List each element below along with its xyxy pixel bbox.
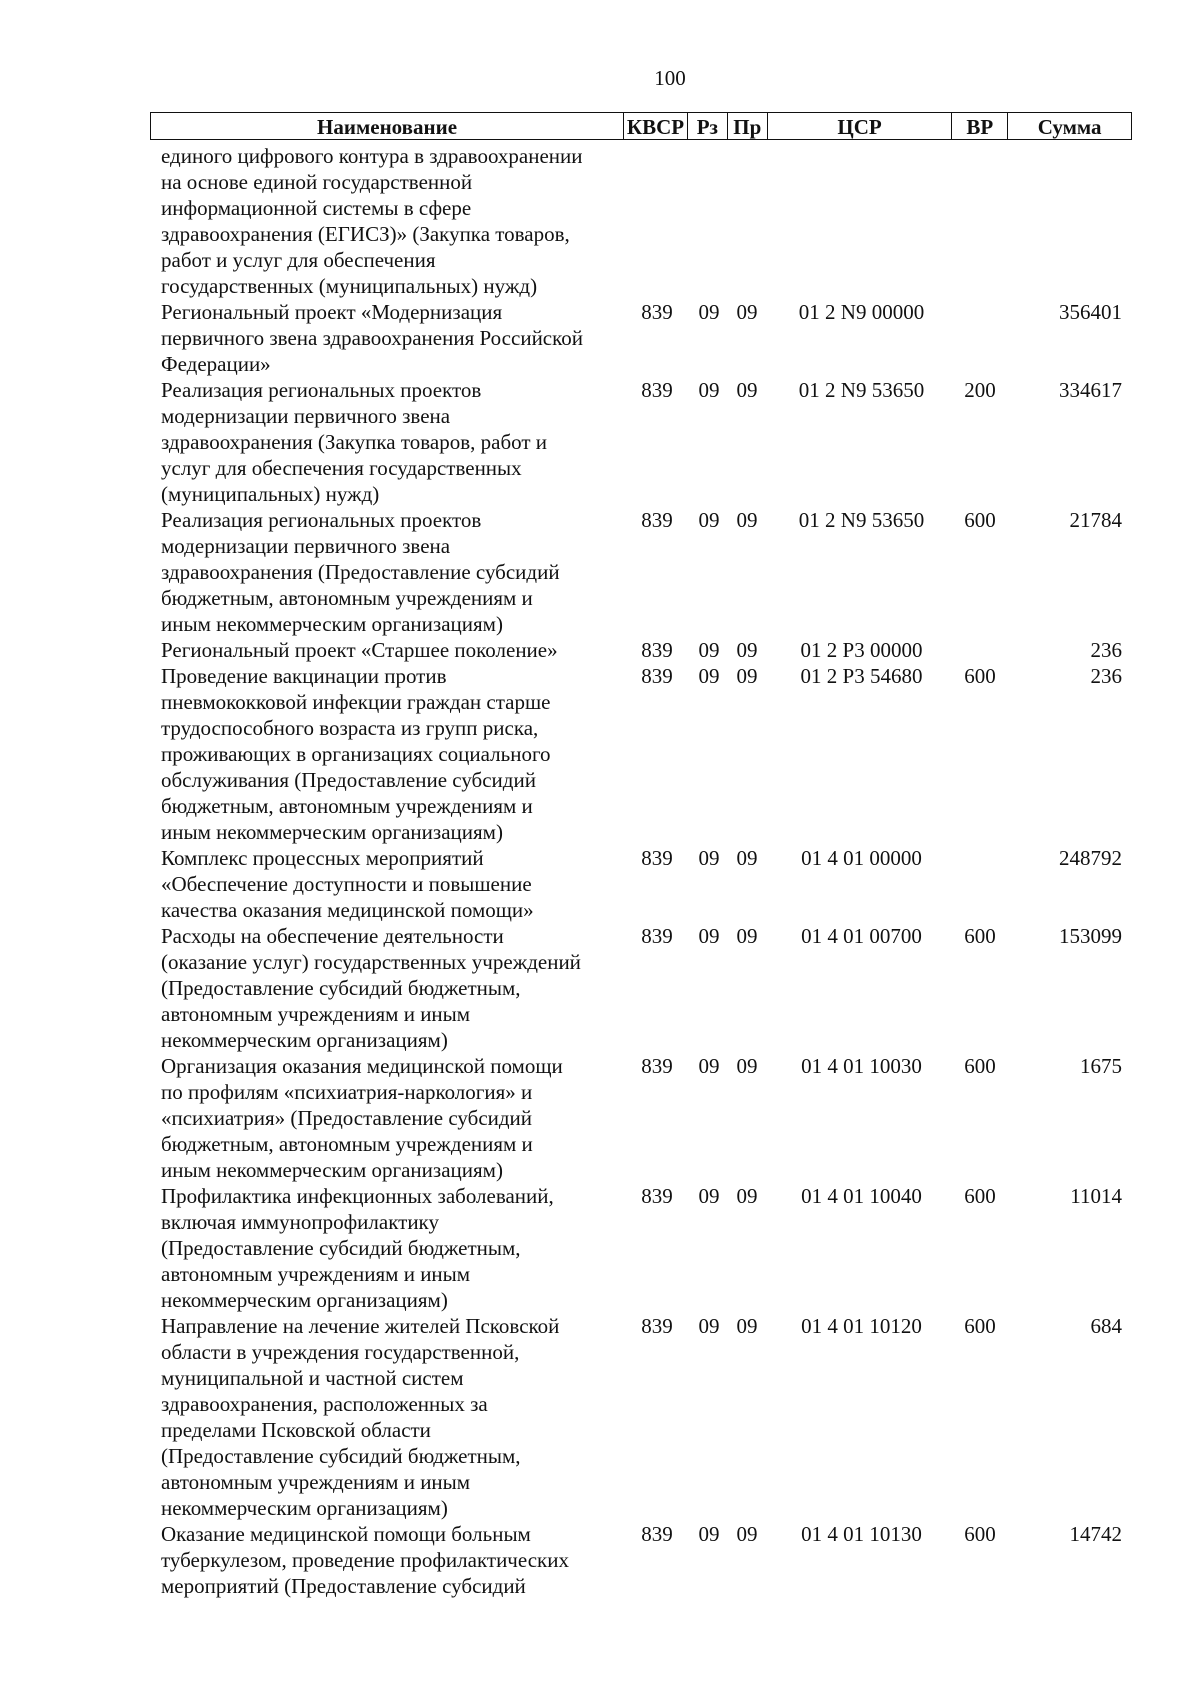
row-vr: 600 <box>964 924 996 948</box>
row-sum: 356401 <box>1059 300 1122 324</box>
table-row <box>150 1183 1132 1313</box>
row-sum: 11014 <box>1070 1184 1122 1208</box>
header-sum: Сумма <box>1007 113 1131 139</box>
row-sum: 248792 <box>1059 846 1122 870</box>
table-row <box>150 923 1132 1053</box>
table-row <box>150 1313 1132 1521</box>
row-rz: 09 <box>698 508 720 532</box>
row-pr: 09 <box>736 1184 758 1208</box>
row-kvsr: 839 <box>641 300 673 324</box>
row-rz: 09 <box>698 924 720 948</box>
table-row <box>150 143 1132 299</box>
row-pr: 09 <box>736 508 758 532</box>
row-vr: 600 <box>964 664 996 688</box>
header-rz: Рз <box>687 113 727 139</box>
table-body <box>150 143 1132 1599</box>
row-name: Региональный проект «Старшее поколение» <box>161 638 558 662</box>
row-pr: 09 <box>736 300 758 324</box>
table-row <box>150 1521 1132 1599</box>
row-name: Комплекс процессных мероприятий «Обеспечение доступности и повышение качества оказания медицинской помощи» <box>161 846 534 922</box>
row-vr: 600 <box>964 1314 996 1338</box>
row-csr: 01 4 01 10120 <box>801 1314 922 1338</box>
table-row <box>150 845 1132 923</box>
table-row <box>150 299 1132 377</box>
row-name: Реализация региональных проектов модернизации первичного звена здравоохранения (Предоставление субсидий бюджетным, автономным учреждениям и иным некоммерческим организациям) <box>161 508 560 636</box>
row-vr: 600 <box>964 1522 996 1546</box>
row-name: Профилактика инфекционных заболеваний, включая иммунопрофилактику (Предоставление субсидий бюджетным, автономным учреждениям и иным некоммерческим организациям) <box>161 1184 554 1312</box>
row-name: Направление на лечение жителей Псковской области в учреждения государственной, муниципальной и частной систем здравоохранения, расположенных за пределами Псковской области (Предоставление субсидий бюджетным, автономным учреждениям и иным некоммерческим организациям) <box>161 1314 560 1520</box>
row-kvsr: 839 <box>641 1054 673 1078</box>
table-row <box>150 1053 1132 1183</box>
header-pr: Пр <box>727 113 767 139</box>
row-pr: 09 <box>736 638 758 662</box>
row-pr: 09 <box>736 1054 758 1078</box>
row-csr: 01 4 01 00700 <box>801 924 922 948</box>
row-csr: 01 4 01 10130 <box>801 1522 922 1546</box>
table-row <box>150 637 1132 663</box>
row-sum: 14742 <box>1069 1522 1122 1546</box>
row-csr: 01 2 P3 00000 <box>800 638 923 662</box>
row-sum: 236 <box>1090 638 1122 662</box>
row-sum: 236 <box>1090 664 1122 688</box>
row-name: Организация оказания медицинской помощи по профилям «психиатрия-наркология» и «психиатрия» (Предоставление субсидий бюджетным, автономным учреждениям и иным некоммерческим организациям) <box>161 1054 563 1182</box>
row-rz: 09 <box>698 378 720 402</box>
row-kvsr: 839 <box>641 1184 673 1208</box>
table-row <box>150 377 1132 507</box>
row-name: Региональный проект «Модернизация первичного звена здравоохранения Российской Федерации» <box>161 300 583 376</box>
row-kvsr: 839 <box>641 1314 673 1338</box>
row-vr: 600 <box>964 1054 996 1078</box>
row-sum: 153099 <box>1059 924 1122 948</box>
row-kvsr: 839 <box>641 924 673 948</box>
row-rz: 09 <box>698 1054 720 1078</box>
row-rz: 09 <box>698 846 720 870</box>
row-rz: 09 <box>698 664 720 688</box>
page-number: 100 <box>654 66 686 90</box>
row-sum: 1675 <box>1080 1054 1122 1078</box>
row-name: единого цифрового контура в здравоохранении на основе единой государственной информационной системы в сфере здравоохранения (ЕГИСЗ)» (Закупка товаров, работ и услуг для обеспечения государственных (муниципальных) нужд) <box>161 144 583 298</box>
row-kvsr: 839 <box>641 1522 673 1546</box>
row-csr: 01 2 P3 54680 <box>800 664 923 688</box>
row-sum: 21784 <box>1069 508 1122 532</box>
row-name: Реализация региональных проектов модернизации первичного звена здравоохранения (Закупка товаров, работ и услуг для обеспечения государственных (муниципальных) нужд) <box>161 378 548 506</box>
header-name: Наименование <box>317 115 458 139</box>
row-kvsr: 839 <box>641 378 673 402</box>
row-name: Проведение вакцинации против пневмококковой инфекции граждан старше трудоспособного возраста из групп риска, проживающих в организациях социального обслуживания (Предоставление субсидий бюджетным, автономным учреждениям и иным некоммерческим организациям) <box>161 664 551 844</box>
row-vr: 600 <box>964 1184 996 1208</box>
row-kvsr: 839 <box>641 638 673 662</box>
row-name: Расходы на обеспечение деятельности (оказание услуг) государственных учреждений (Предоставление субсидий бюджетным, автономным учреждениям и иным некоммерческим организациям) <box>161 924 581 1052</box>
row-csr: 01 4 01 10030 <box>801 1054 922 1078</box>
row-csr: 01 2 N9 00000 <box>798 300 925 324</box>
row-vr: 200 <box>964 378 996 402</box>
row-kvsr: 839 <box>641 846 673 870</box>
row-rz: 09 <box>698 300 720 324</box>
header-vr: ВР <box>951 113 1007 139</box>
row-rz: 09 <box>698 1314 720 1338</box>
row-pr: 09 <box>736 1522 758 1546</box>
row-pr: 09 <box>736 924 758 948</box>
header-kvsr: КВСР <box>623 113 687 139</box>
row-rz: 09 <box>698 1522 720 1546</box>
table-row <box>150 507 1132 637</box>
row-name: Оказание медицинской помощи больным туберкулезом, проведение профилактических мероприятий (Предоставление субсидий <box>161 1522 569 1598</box>
row-pr: 09 <box>736 846 758 870</box>
table-header <box>150 112 1132 140</box>
row-rz: 09 <box>698 638 720 662</box>
row-csr: 01 4 01 10040 <box>801 1184 922 1208</box>
row-pr: 09 <box>736 378 758 402</box>
row-sum: 334617 <box>1059 378 1122 402</box>
row-kvsr: 839 <box>641 664 673 688</box>
row-csr: 01 2 N9 53650 <box>798 508 925 532</box>
row-csr: 01 4 01 00000 <box>801 846 922 870</box>
row-csr: 01 2 N9 53650 <box>798 378 925 402</box>
row-pr: 09 <box>736 664 758 688</box>
row-rz: 09 <box>698 1184 720 1208</box>
row-sum: 684 <box>1090 1314 1122 1338</box>
row-vr: 600 <box>964 508 996 532</box>
header-csr: ЦСР <box>767 113 952 139</box>
table-row <box>150 663 1132 845</box>
row-pr: 09 <box>736 1314 758 1338</box>
row-kvsr: 839 <box>641 508 673 532</box>
